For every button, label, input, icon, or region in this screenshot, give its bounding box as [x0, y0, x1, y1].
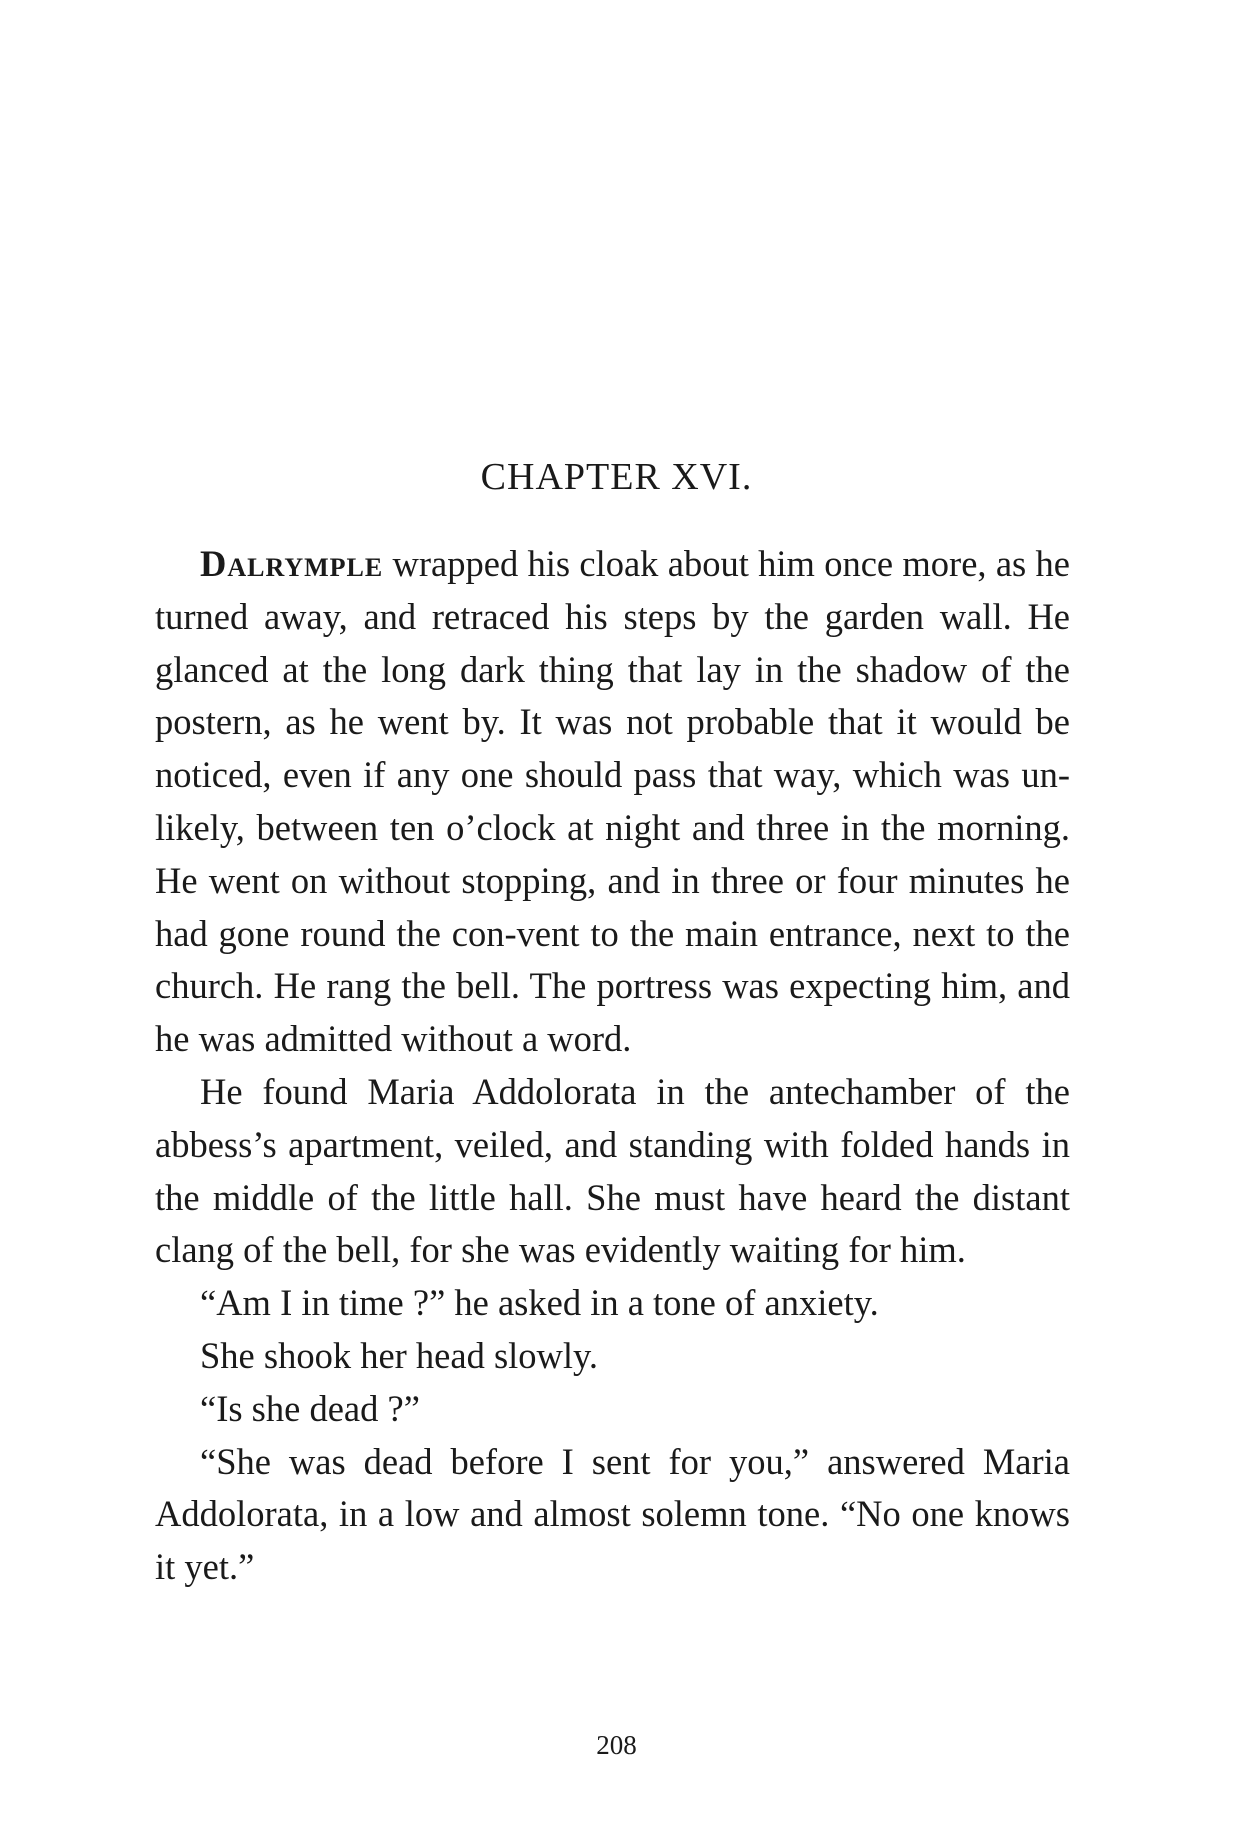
paragraph-1-text: wrapped his cloak about him once more, as he turned away, and retraced his steps by the garden wall. He glanced at the long dark thing that lay in the shadow of the postern, as he went by. It was not probable that it would be noticed, even if any one should pass that way, which was un-likely, between ten o’clock at night and three in the morning. He went on without stopping, and in three or four minutes he had gone round the con-vent to the main entrance, next to the church. He rang the bell. The portress was expecting him, and he was admitted without a word.	[155, 543, 1070, 1060]
paragraph-3: “Am I in time ?” he asked in a tone of anxiety.	[200, 1282, 879, 1324]
paragraph-5: “Is she dead ?”	[200, 1387, 420, 1429]
paragraph-1	[155, 538, 1070, 1066]
paragraph-6: “She was dead before I sent for you,” answered Maria Addolorata, in a low and almost solemn tone. “No one knows it yet.”	[155, 1440, 1070, 1588]
paragraph-2: He found Maria Addolorata in the antechamber of the abbess’s apartment, veiled, and standing with folded hands in the middle of the little hall. She must have heard the distant clang of the bell, for she was evidently waiting for him.	[155, 1070, 1070, 1271]
page-number: 208	[596, 1730, 637, 1760]
body-text	[155, 538, 1070, 1594]
lead-word: Dalrymple	[200, 543, 384, 584]
chapter-heading: CHAPTER XVI.	[480, 456, 753, 498]
paragraph-4: She shook her head slowly.	[200, 1334, 599, 1376]
